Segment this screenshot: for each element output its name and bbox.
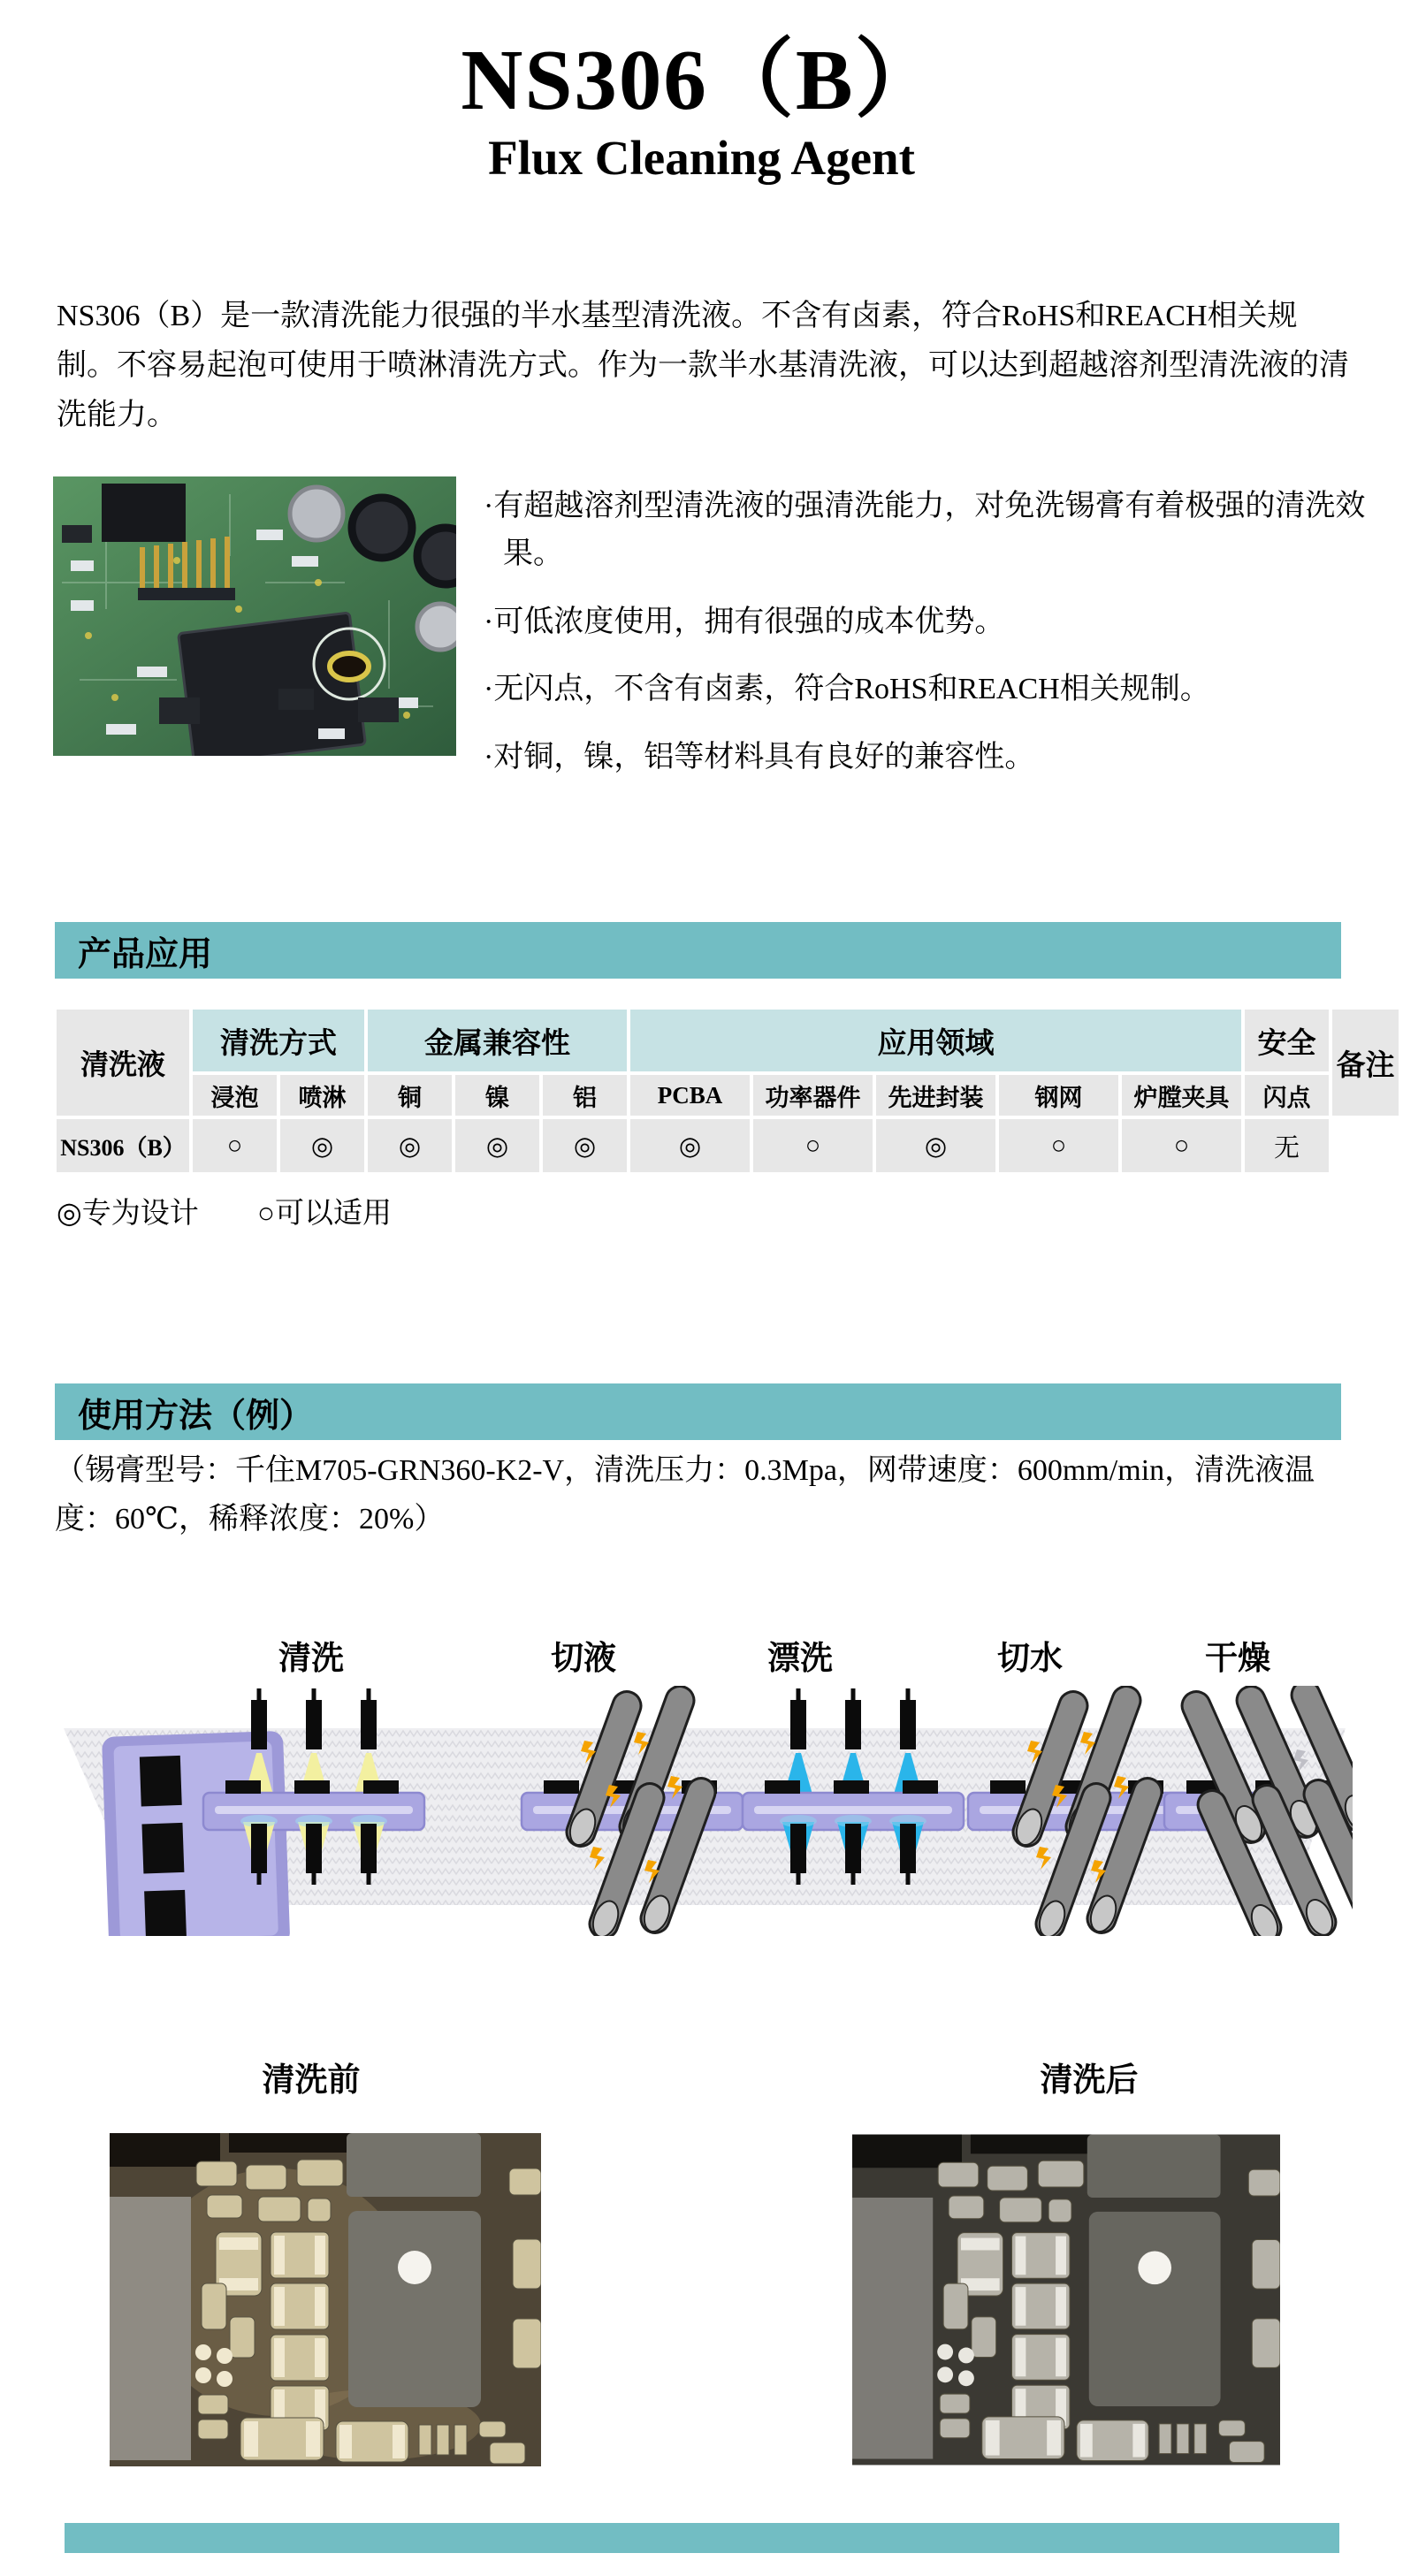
group-header-application-field: 应用领域 (630, 1010, 1241, 1071)
feature-item: ·无闪点，不含有卤素，符合RoHS和REACH相关规制。 (484, 673, 1210, 706)
title-block (0, 34, 1403, 186)
process-step-label: 漂洗 (767, 1641, 833, 1677)
before-cleaning-photo (110, 2133, 541, 2466)
section-header-usage-method: 使用方法（例） (55, 1383, 1341, 1440)
page-title: NS306（B） (461, 33, 942, 127)
rating-cell: ◎ (543, 1119, 627, 1172)
before-cleaning-label: 清洗前 (262, 2062, 361, 2099)
legend-applicable: ○可以适用 (257, 1198, 392, 1230)
process-diagram-graphic (53, 1686, 1353, 1936)
process-step-label: 切液 (551, 1641, 616, 1677)
rating-legend (57, 1190, 443, 1231)
after-cleaning-label: 清洗后 (1040, 2062, 1139, 2099)
feature-item: ·有超越溶剂型清洗液的强清洗能力，对免洗锡膏有着极强的清洗效果。 (484, 490, 1366, 571)
page-subtitle: Flux Cleaning Agent (488, 130, 915, 185)
sub-header: 浸泡 (193, 1075, 277, 1116)
rating-cell: ○ (193, 1119, 277, 1172)
features-list (484, 483, 1368, 801)
sub-header: 铝 (543, 1075, 627, 1116)
usage-conditions: （锡膏型号：千住M705-GRN360-K2-V，清洗压力：0.3Mpa，网带速度：600mm/min，清洗液温度：60℃，稀释浓度：20%） (55, 1454, 1315, 1536)
rating-cell: ○ (753, 1119, 873, 1172)
sub-header: 闪点 (1245, 1075, 1329, 1116)
legend-designed: ◎专为设计 (57, 1198, 199, 1230)
group-header-safety: 安全 (1245, 1010, 1329, 1071)
rating-cell: ◎ (280, 1119, 364, 1172)
after-cleaning-photo (852, 2133, 1280, 2466)
flashpoint-cell: 无 (1245, 1119, 1329, 1172)
remark-header: 备注 (1332, 1010, 1399, 1116)
section-header-product-application: 产品应用 (55, 922, 1341, 979)
rating-cell: ○ (1122, 1119, 1241, 1172)
application-table (53, 1006, 1402, 1176)
sub-header: 先进封装 (876, 1075, 995, 1116)
sub-header: 功率器件 (753, 1075, 873, 1116)
group-header-cleaning-method: 清洗方式 (193, 1010, 364, 1071)
sub-header: 喷淋 (280, 1075, 364, 1116)
process-step-label: 切水 (997, 1641, 1063, 1677)
sub-header: 炉膛夹具 (1122, 1075, 1241, 1116)
feature-item: ·对铜，镍，铝等材料具有良好的兼容性。 (484, 740, 1035, 774)
rating-cell: ◎ (368, 1119, 452, 1172)
sub-header: 铜 (368, 1075, 452, 1116)
table-corner-header: 清洗液 (57, 1010, 189, 1116)
product-row-name: NS306（B） (57, 1119, 189, 1172)
process-step-label: 清洗 (278, 1641, 344, 1677)
process-diagram (53, 1631, 1353, 1936)
process-step-label: 干燥 (1205, 1641, 1270, 1677)
pcb-photo (53, 476, 456, 756)
intro-paragraph: NS306（B）是一款清洗能力很强的半水基型清洗液。不含有卤素，符合RoHS和REACH相关规制。不容易起泡可使用于喷淋清洗方式。作为一款半水基清洗液，可以达到超越溶剂型清洗液的清洗能力。 (57, 300, 1349, 432)
group-header-metal-compatibility: 金属兼容性 (368, 1010, 627, 1071)
remark-cell (1332, 1119, 1399, 1172)
sub-header: 镍 (455, 1075, 539, 1116)
sub-header: PCBA (630, 1075, 750, 1116)
rating-cell: ◎ (630, 1119, 750, 1172)
sub-header: 钢网 (999, 1075, 1118, 1116)
rating-cell: ◎ (876, 1119, 995, 1172)
feature-item: ·可低浓度使用，拥有很强的成本优势。 (484, 605, 1005, 638)
rating-cell: ○ (999, 1119, 1118, 1172)
rating-cell: ◎ (455, 1119, 539, 1172)
footer-accent-bar (65, 2523, 1339, 2553)
